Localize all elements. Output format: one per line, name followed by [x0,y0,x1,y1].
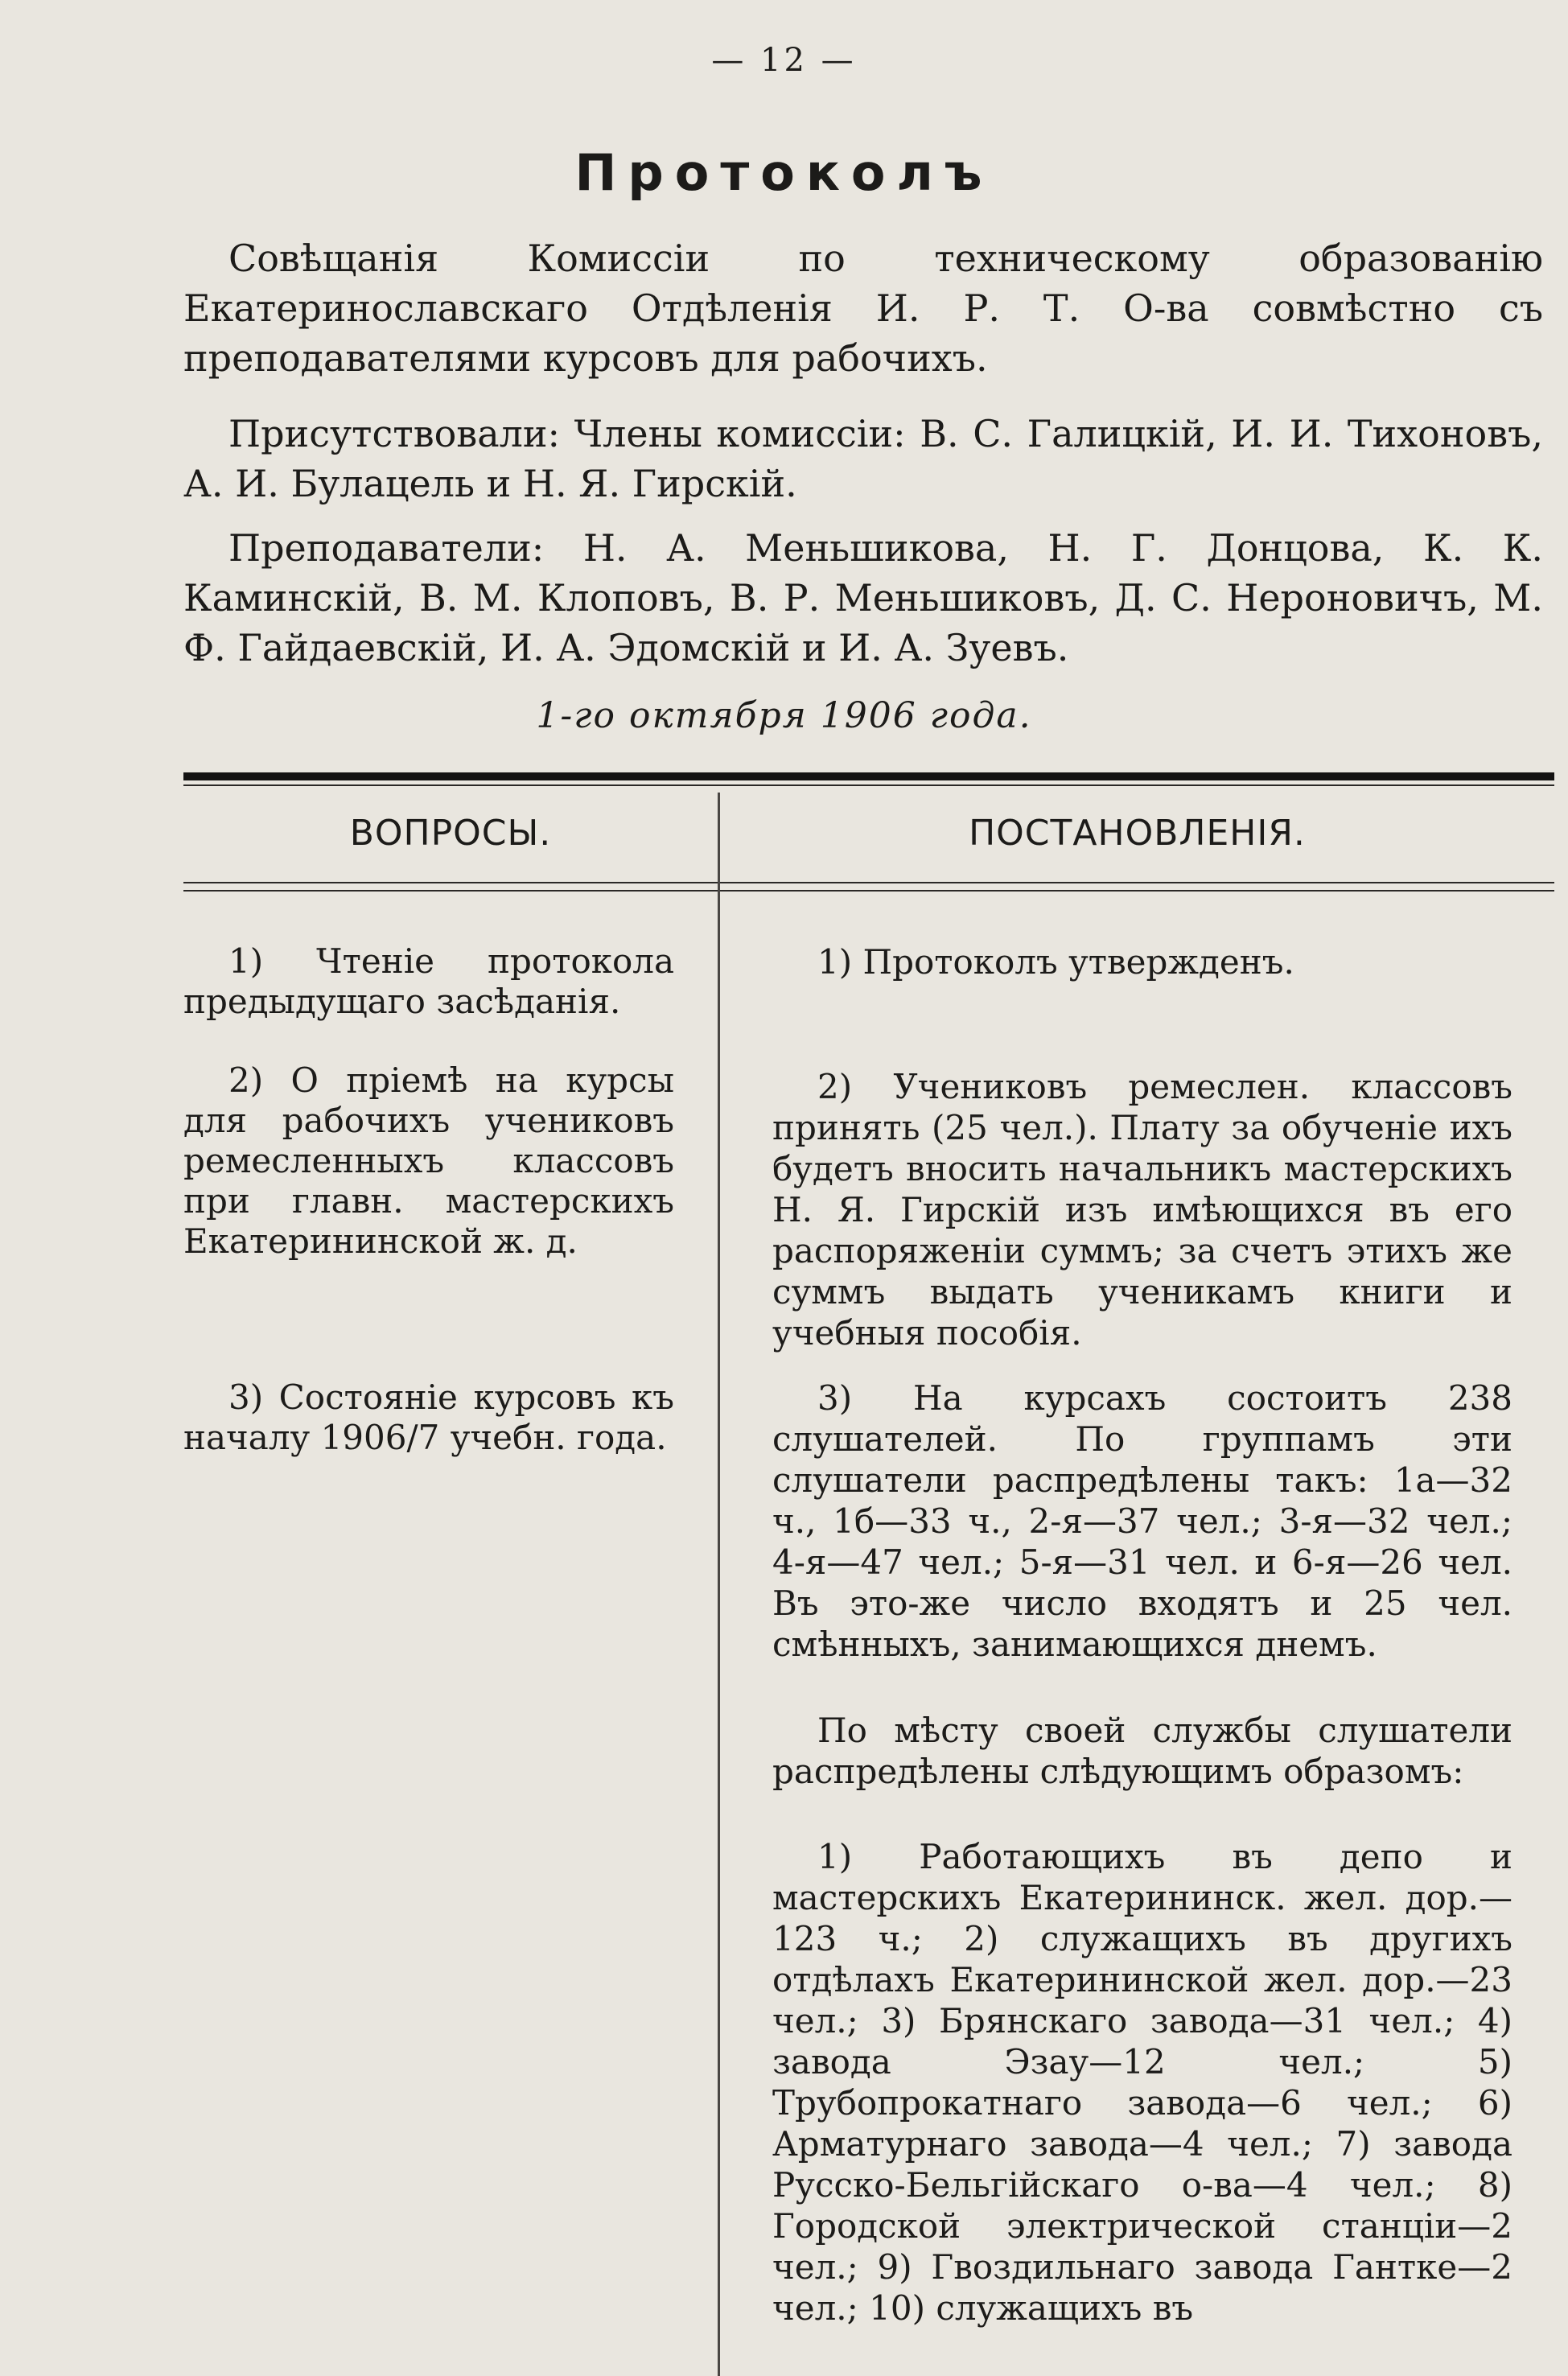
header-bottom-rule-2 [183,890,1554,892]
intro-paragraph: Совѣщанія Комиссіи по техническому образованію Екатеринославскаго Отдѣленія И. Р. Т. О-ва совмѣстно съ преподавателями курсовъ для рабочихъ. [183,237,1543,380]
teachers-paragraph: Преподаватели: Н. А. Меньшикова, Н. Г. Донцова, К. К. Каминскій, В. М. Клоповъ, В. Р. Меньшиковъ, Д. С. Нероновичъ, М. Ф. Гайдаевскій, И. А. Эдомскій и И. А. Зуевъ. [183,526,1543,669]
question-1: 1) Чтеніе протокола предыдущаго засѣданія. [183,941,674,1021]
table-top-rule [183,772,1554,780]
question-2: 2) О пріемѣ на курсы для рабочихъ учениковъ ремесленныхъ классовъ при главн. мастерскихъ Екатерининской ж. д. [183,1060,674,1261]
question-3: 3) Состояніе курсовъ къ началу 1906/7 учебн. года. [183,1377,674,1457]
attendees-paragraph: Присутствовали: Члены комиссіи: В. С. Галицкій, И. И. Тихоновъ, А. И. Булацель и Н. Я. Гирскій. [183,412,1543,505]
header-bottom-rule [183,882,1554,883]
questions-column-header: ВОПРОСЫ. [349,813,552,854]
resolution-3: 3) На курсахъ состоитъ 238 слушателей. По группамъ эти слушатели распредѣлены такъ: 1а—32 ч., 1б—33 ч., 2-я—37 чел.; 3-я—32 чел.; 4-я—47 чел.; 5-я—31 чел. и 6-я—26 чел. Въ это-же число входятъ и 25 чел. смѣнныхъ, занимающихся днемъ. [772,1378,1512,1664]
resolution-1: 1) Протоколъ утвержденъ. [817,942,1294,982]
document-title: Протоколъ [574,143,994,202]
resolution-3-distribution-intro: По мѣсту своей службы слушатели распредѣлены слѣдующимъ образомъ: [772,1711,1512,1791]
page-number: — 12 — [711,42,857,79]
column-separator [718,793,720,2376]
resolution-3-distribution-list: 1) Работающихъ въ депо и мастерскихъ Екатерининск. жел. дор.—123 ч.; 2) служащихъ въ другихъ отдѣлахъ Екатерининской жел. дор.—23 чел.; 3) Брянскаго завода—31 чел.; 4) завода Эзау—12 чел.; 5) Трубопрокатнаго завода—6 чел.; 6) Арматурнаго завода—4 чел.; 7) завода Русско-Бельгійскаго о-ва—4 чел.; 8) Городской электрической станціи—2 чел.; 9) Гвоздильнаго завода Гантке—2 чел.; 10) служащихъ въ [772,1837,1512,2328]
resolution-2: 2) Учениковъ ремеслен. классовъ принять (25 чел.). Плату за обученіе ихъ будетъ вносить начальникъ мастерскихъ Н. Я. Гирскій изъ имѣющихся въ его распоряженіи суммъ; за счетъ этихъ же суммъ выдать ученикамъ книги и учебныя пособія. [772,1067,1512,1353]
table-top-rule-thin [183,784,1554,786]
resolutions-column-header: ПОСТАНОВЛЕНІЯ. [969,813,1306,854]
meeting-date: 1-го октября 1906 года. [536,695,1032,736]
